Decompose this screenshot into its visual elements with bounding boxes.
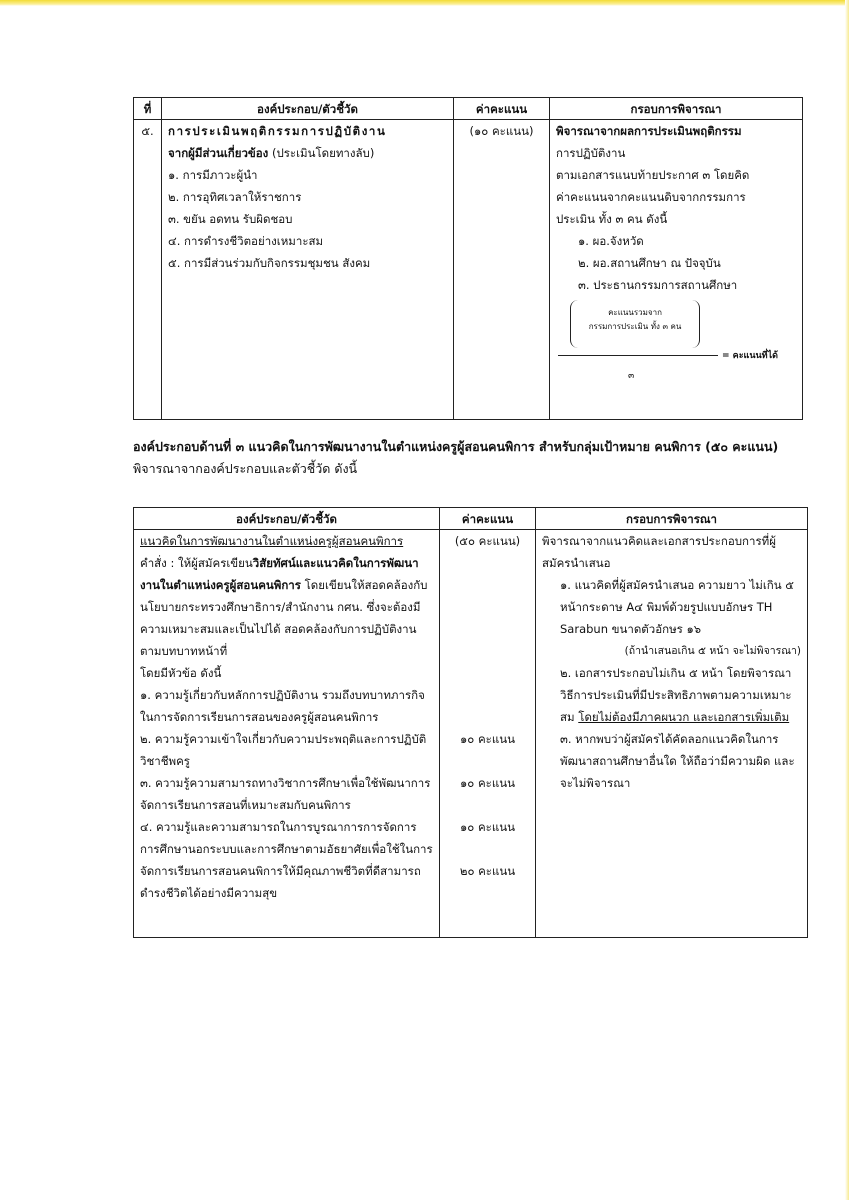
table-row [134, 530, 808, 938]
criteria-line: ตามเอกสารแนบท้ายประกาศ ๓ โดยคิด [556, 168, 750, 182]
indicator-item: ๔. การดำรงชีวิตอย่างเหมาะสม [168, 234, 324, 248]
criteria-cell [536, 530, 808, 938]
criteria-intro: พิจารณาจากแนวคิดและเอกสารประกอบการที่ผู้สมัครนำเสนอ [542, 534, 776, 570]
score-item: ๑๐ คะแนน [460, 776, 515, 790]
component-cell [134, 530, 440, 938]
score-formula [556, 300, 796, 380]
component-subtitle: จากผู้มีส่วนเกี่ยวข้อง (ประเมินโดยทางลับ) [168, 146, 375, 160]
criteria-line: ประเมิน ทั้ง ๓ คน ดังนี้ [556, 212, 668, 226]
header-component: องค์ประกอบ/ตัวชี้วัด [162, 98, 454, 120]
score-item: ๒๐ คะแนน [459, 864, 516, 878]
criteria-note: (ถ้านำเสนอเกิน ๕ หน้า จะไม่พิจารณา) [624, 645, 801, 657]
numerator-line: คะแนนรวมจาก [608, 308, 662, 317]
instruction-text: คำสั่ง : ให้ผู้สมัครเขียนวิสัยทัศน์และแนวคิดในการพัฒนางานในตำแหน่งครูผู้สอนคนพิการ โดยเขียนให้สอดคล้องกับนโยบายกระทรวงศึกษาธิการ/สำนักงาน กศน. ซึ่งจะต้องมีความเหมาะสมและเป็นไปได้ สอดคล้องกับการปฏิบัติงานตามบทบาทหน้าที่ [140, 556, 428, 658]
formula-result: = คะแนนที่ได้ [722, 351, 778, 361]
header-score: ค่าคะแนน [454, 98, 550, 120]
evaluator-item: ๑. ผอ.จังหวัด [578, 234, 644, 248]
behavior-evaluation-table [133, 97, 803, 420]
table-header-row [134, 508, 808, 530]
fraction-line [558, 355, 718, 356]
score-item: ๑๐ คะแนน [460, 820, 515, 834]
score-cell: (๑๐ คะแนน) [454, 120, 550, 420]
scan-top-edge [0, 0, 849, 6]
indicator-item: ๑. การมีภาวะผู้นำ [168, 168, 258, 182]
indicator-item: ๓. ขยัน อดทน รับผิดชอบ [168, 212, 293, 226]
score-item: ๑๐ คะแนน [460, 732, 515, 746]
criteria-cell [550, 120, 803, 420]
formula-denominator: ๓ [628, 371, 635, 381]
header-criteria: กรอบการพิจารณา [536, 508, 808, 530]
criteria-line: พิจารณาจากผลการประเมินพฤติกรรม [556, 124, 742, 138]
evaluator-item: ๓. ประธานกรรมการสถานศึกษา [578, 278, 738, 292]
criteria-line: ค่าคะแนนจากคะแนนดิบจากกรรมการ [556, 190, 746, 204]
indicator-item: ๕. การมีส่วนร่วมกับกิจกรรมชุมชน สังคม [168, 256, 371, 270]
formula-numerator [570, 300, 700, 348]
component-title: การประเมินพฤติกรรมการปฏิบัติงาน [168, 124, 387, 138]
score-cell [440, 530, 536, 938]
header-criteria: กรอบการพิจารณา [550, 98, 803, 120]
scan-right-edge [845, 0, 849, 1200]
table-header-row [134, 98, 803, 120]
criteria-point: ๓. หากพบว่าผู้สมัครได้คัดลอกแนวคิดในการพัฒนาสถานศึกษาอื่นใด ให้ถือว่ามีความผิด และจะไม่พิจารณา [560, 732, 795, 790]
component-title: แนวคิดในการพัฒนางานในตำแหน่งครูผู้สอนคนพิการ [140, 534, 404, 548]
criteria-point: ๒. เอกสารประกอบไม่เกิน ๕ หน้า โดยพิจารณาวิธีการประเมินที่มีประสิทธิภาพตามความเหมาะสม โดยไม่ต้องมีภาคผนวก และเอกสารเพิ่มเติม [560, 666, 792, 724]
section-heading: องค์ประกอบด้านที่ ๓ แนวคิดในการพัฒนางานในตำแหน่งครูผู้สอนคนพิการ สำหรับกลุ่มเป้าหมาย คนพิการ (๕๐ คะแนน) พิจารณาจากองค์ประกอบและตัวชี้วัด ดังนี้ [133, 439, 779, 476]
score-total: (๕๐ คะแนน) [454, 534, 521, 548]
numerator-line: กรรมการประเมิน ทั้ง ๓ คน [588, 322, 682, 331]
development-concept-table [133, 507, 808, 938]
header-number: ที่ [134, 98, 162, 120]
indicator-item: ๔. ความรู้และความสามารถในการบูรณาการการจัดการการศึกษานอกระบบและการศึกษาตามอัธยาศัยเพื่อใช้ในการจัดการเรียนการสอนคนพิการให้มีคุณภาพชีวิตที่ดีสามารถดำรงชีวิตได้อย่างมีความสุข [140, 820, 433, 900]
evaluator-item: ๒. ผอ.สถานศึกษา ณ ปัจจุบัน [578, 256, 721, 270]
criteria-line: การปฏิบัติงาน [556, 146, 626, 160]
indicator-item: ๓. ความรู้ความสามารถทางวิชาการศึกษาเพื่อใช้พัฒนาการจัดการเรียนการสอนที่เหมาะสมกับคนพิการ [140, 776, 431, 812]
component-cell [162, 120, 454, 420]
criteria-point: ๑. แนวคิดที่ผู้สมัครนำเสนอ ความยาว ไม่เกิน ๕ หน้ากระดาษ A๔ พิมพ์ด้วยรูปแบบอักษร TH Sarabun ขนาดตัวอักษร ๑๖ [560, 578, 794, 636]
indicator-item: ๒. การอุทิศเวลาให้ราชการ [168, 190, 302, 204]
indicator-item: ๒. ความรู้ความเข้าใจเกี่ยวกับความประพฤติและการปฏิบัติวิชาชีพครู [140, 732, 427, 768]
indicator-item: ๑. ความรู้เกี่ยวกับหลักการปฏิบัติงาน รวมถึงบทบาทภารกิจในการจัดการเรียนการสอนของครูผู้สอนคนพิการ [140, 688, 425, 724]
row-number: ๕. [134, 120, 162, 420]
table-row [134, 120, 803, 420]
header-component: องค์ประกอบ/ตัวชี้วัด [134, 508, 440, 530]
topics-intro: โดยมีหัวข้อ ดังนี้ [140, 666, 222, 680]
header-score: ค่าคะแนน [440, 508, 536, 530]
